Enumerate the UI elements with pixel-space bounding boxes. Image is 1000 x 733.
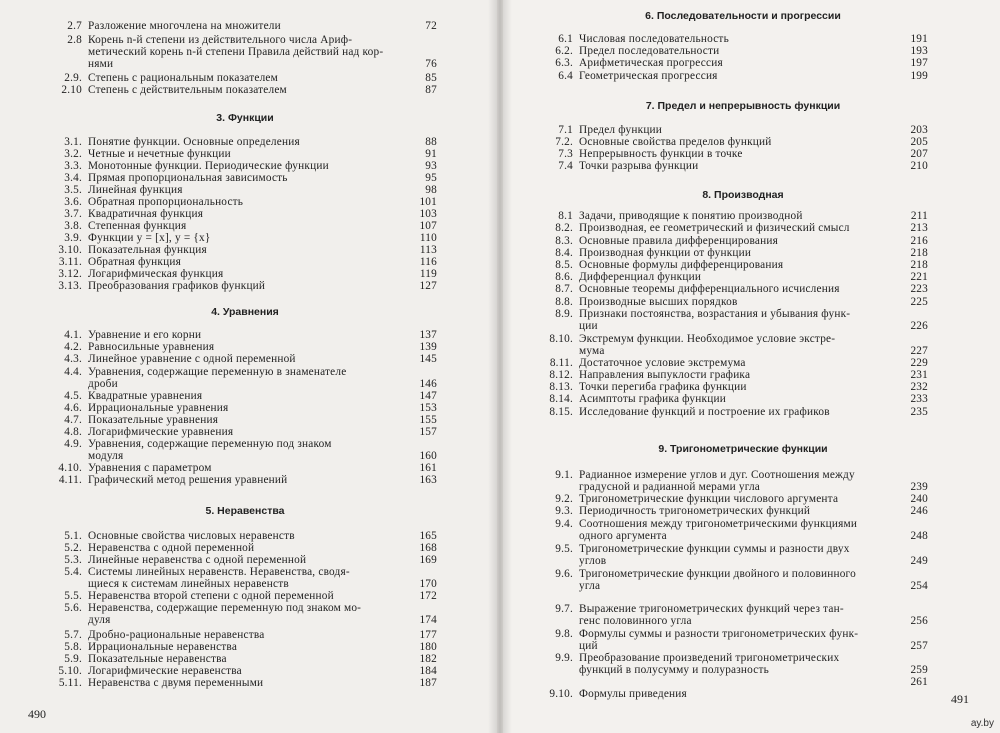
toc-entry-page: 107 xyxy=(419,220,437,232)
toc-entry-number: 6.3. xyxy=(555,57,573,69)
toc-entry-number: 9.7. xyxy=(555,603,573,615)
toc-entry-title: Функции y = [x], y = {x} xyxy=(88,232,211,244)
toc-entry-page: 227 xyxy=(910,345,928,357)
toc-entry-number: 7.3 xyxy=(558,148,573,160)
toc-entry-number: 8.14. xyxy=(549,393,573,405)
toc-entry-title: Формулы суммы и разности тригонометрических функ- xyxy=(579,628,859,640)
toc-entry-page: 72 xyxy=(425,20,437,32)
toc-entry-number: 4.5. xyxy=(64,390,82,402)
toc-entry-page: 225 xyxy=(910,296,928,308)
toc-entry-page: 218 xyxy=(910,247,928,259)
toc-entry-number: 8.6. xyxy=(555,271,573,283)
toc-entry-title: дуля xyxy=(88,614,111,626)
toc-entry-number: 4.7. xyxy=(64,414,82,426)
section-heading: 3. Функции xyxy=(216,112,274,124)
toc-entry-title: Основные формулы дифференцирования xyxy=(579,259,784,271)
toc-entry-title: Тригонометрические функции двойного и половинного xyxy=(579,568,856,580)
toc-entry-number: 8.8. xyxy=(555,296,573,308)
toc-entry-title: Основные правила дифференцирования xyxy=(579,235,779,247)
toc-entry-title: градусной и радианной мерами угла xyxy=(579,481,761,493)
toc-entry-page: 137 xyxy=(419,329,437,341)
toc-entry-title: Обратная функция xyxy=(88,256,182,268)
toc-entry-number: 3.4. xyxy=(64,172,82,184)
toc-entry-number: 4.9. xyxy=(64,438,82,450)
toc-entry-page: 87 xyxy=(425,84,437,96)
toc-entry-number: 8.3. xyxy=(555,235,573,247)
toc-entry-number: 7.4 xyxy=(558,160,573,172)
toc-entry-page: 145 xyxy=(419,353,437,365)
toc-entry-page: 93 xyxy=(425,160,437,172)
toc-entry-page: 231 xyxy=(910,369,928,381)
toc-entry-title: функций в полусумму и полуразность xyxy=(579,664,770,676)
toc-entry-title: Непрерывность функции в точке xyxy=(579,148,743,160)
toc-entry-page: 184 xyxy=(419,665,437,677)
toc-entry-number: 5.3. xyxy=(64,554,82,566)
toc-entry-title: нями xyxy=(88,58,114,70)
toc-entry-page: 95 xyxy=(425,172,437,184)
toc-entry-title: Линейная функция xyxy=(88,184,183,196)
toc-entry-number: 9.6. xyxy=(555,568,573,580)
toc-entry-title: Четные и нечетные функции xyxy=(88,148,231,160)
toc-entry-page: 257 xyxy=(910,640,928,652)
toc-entry-title: ций xyxy=(579,640,598,652)
toc-entry-number: 3.5. xyxy=(64,184,82,196)
toc-entry-page: 88 xyxy=(425,136,437,148)
toc-entry-title: Дробно-рациональные неравенства xyxy=(88,629,265,641)
toc-entry-title: метический корень n-й степени Правила действий над кор- xyxy=(88,46,384,58)
toc-entry-number: 9.8. xyxy=(555,628,573,640)
toc-entry-title: Преобразования графиков функций xyxy=(88,280,266,292)
watermark: ay.by xyxy=(970,718,994,729)
section-heading: 4. Уравнения xyxy=(211,306,279,318)
toc-entry-title: Дифференциал функции xyxy=(579,271,702,283)
toc-entry-page: 199 xyxy=(910,70,928,82)
toc-entry-title: Формулы приведения xyxy=(579,688,687,700)
toc-entry-title: Линейные неравенства с одной переменной xyxy=(88,554,307,566)
toc-entry-page: 165 xyxy=(419,530,437,542)
toc-entry-title: мума xyxy=(579,345,605,357)
toc-entry-number: 5.9. xyxy=(64,653,82,665)
toc-entry-page: 127 xyxy=(419,280,437,292)
toc-entry-number: 4.10. xyxy=(58,462,82,474)
section-heading: 6. Последовательности и прогрессии xyxy=(645,10,841,22)
toc-entry-number: 8.9. xyxy=(555,308,573,320)
toc-entry-number: 3.8. xyxy=(64,220,82,232)
toc-entry-title: Графический метод решения уравнений xyxy=(88,474,288,486)
toc-entry-number: 3.12. xyxy=(58,268,82,280)
toc-entry-number: 8.4. xyxy=(555,247,573,259)
toc-entry-title: Периодичность тригонометрических функций xyxy=(579,505,811,517)
toc-entry-number: 5.8. xyxy=(64,641,82,653)
toc-entry-title: Иррациональные уравнения xyxy=(88,402,229,414)
toc-entry-title: Радианное измерение углов и дуг. Соотношения между xyxy=(579,469,855,481)
toc-entry-number: 8.5. xyxy=(555,259,573,271)
toc-entry-title: Геометрическая прогрессия xyxy=(579,70,718,82)
book-gutter xyxy=(488,0,512,733)
toc-entry-title: дроби xyxy=(88,378,118,390)
toc-entry-page: 256 xyxy=(910,615,928,627)
toc-entry-title: Основные свойства числовых неравенств xyxy=(88,530,295,542)
toc-entry-number: 4.6. xyxy=(64,402,82,414)
toc-entry-number: 3.7. xyxy=(64,208,82,220)
toc-entry-page: 259 xyxy=(910,664,928,676)
toc-entry-page: 161 xyxy=(419,462,437,474)
right-folio: 491 xyxy=(951,692,969,706)
toc-entry-page: 163 xyxy=(419,474,437,486)
toc-entry-title: Иррациональные неравенства xyxy=(88,641,238,653)
toc-entry-number: 2.7 xyxy=(67,20,82,32)
toc-entry-title: Основные свойства пределов функций xyxy=(579,136,772,148)
toc-entry-page: 76 xyxy=(425,58,437,70)
toc-entry-page: 218 xyxy=(910,259,928,271)
toc-entry-title: Производная, ее геометрический и физический смысл xyxy=(579,222,850,234)
toc-entry-title: угла xyxy=(579,580,601,592)
toc-entry-number: 6.1 xyxy=(558,33,573,45)
toc-entry-page: 248 xyxy=(910,530,928,542)
toc-entry-page: 119 xyxy=(419,268,437,280)
toc-entry-number: 7.1 xyxy=(558,124,573,136)
toc-entry-title: Тригонометрические функции числового аргумента xyxy=(579,493,839,505)
toc-entry-number: 3.13. xyxy=(58,280,82,292)
toc-entry-title: Производные высших порядков xyxy=(579,296,738,308)
toc-entry-title: Достаточное условие экстремума xyxy=(579,357,746,369)
toc-entry-number: 8.2. xyxy=(555,222,573,234)
toc-entry-number: 4.11. xyxy=(58,474,82,486)
toc-entry-page: 216 xyxy=(910,235,928,247)
toc-entry-page: 146 xyxy=(419,378,437,390)
toc-entry-page: 205 xyxy=(910,136,928,148)
toc-entry-number: 9.3. xyxy=(555,505,573,517)
toc-entry-page: 254 xyxy=(910,580,928,592)
toc-entry-page: 157 xyxy=(419,426,437,438)
toc-entry-number: 5.7. xyxy=(64,629,82,641)
toc-entry-page: 246 xyxy=(910,505,928,517)
toc-entry-number: 8.11. xyxy=(549,357,573,369)
toc-entry-page: 153 xyxy=(419,402,437,414)
toc-entry-title: Неравенства, содержащие переменную под знаком мо- xyxy=(88,602,362,614)
toc-entry-page: 249 xyxy=(910,555,928,567)
toc-entry-title: щиеся к системам линейных неравенств xyxy=(88,578,289,590)
toc-entry-page: 103 xyxy=(419,208,437,220)
toc-entry-title: Разложение многочлена на множители xyxy=(88,20,281,32)
toc-entry-number: 3.10. xyxy=(58,244,82,256)
toc-entry-number: 5.1. xyxy=(64,530,82,542)
toc-entry-title: Обратная пропорциональность xyxy=(88,196,244,208)
toc-entry-title: Уравнения, содержащие переменную в знаменателе xyxy=(88,366,347,378)
toc-entry-number: 9.9. xyxy=(555,652,573,664)
toc-entry-number: 5.5. xyxy=(64,590,82,602)
toc-entry-page: 85 xyxy=(425,72,437,84)
toc-entry-page: 211 xyxy=(910,210,928,222)
toc-entry-page: 240 xyxy=(910,493,928,505)
toc-entry-title: Уравнения, содержащие переменную под знаком xyxy=(88,438,332,450)
toc-entry-page: 177 xyxy=(419,629,437,641)
toc-entry-number: 8.10. xyxy=(549,333,573,345)
toc-entry-page: 223 xyxy=(910,283,928,295)
toc-entry-title: Системы линейных неравенств. Неравенства, сводя- xyxy=(88,566,350,578)
toc-entry-page: 160 xyxy=(419,450,437,462)
toc-entry-title: Монотонные функции. Периодические функции xyxy=(88,160,329,172)
toc-entry-title: Степенная функция xyxy=(88,220,187,232)
toc-entry-number: 5.2. xyxy=(64,542,82,554)
toc-entry-title: Понятие функции. Основные определения xyxy=(88,136,300,148)
toc-entry-page: 235 xyxy=(910,406,928,418)
toc-entry-number: 3.2. xyxy=(64,148,82,160)
toc-entry-number: 5.11. xyxy=(58,677,82,689)
toc-entry-title: Числовая последовательность xyxy=(579,33,729,45)
toc-entry-number: 2.9. xyxy=(64,72,82,84)
toc-entry-page: 98 xyxy=(425,184,437,196)
toc-entry-title: Точки разрыва функции xyxy=(579,160,699,172)
toc-entry-number: 4.2. xyxy=(64,341,82,353)
toc-entry-title: Точки перегиба графика функции xyxy=(579,381,747,393)
toc-entry-number: 3.9. xyxy=(64,232,82,244)
toc-entry-number: 2.8 xyxy=(67,34,82,46)
toc-entry-title: Корень n-й степени из действительного числа Ариф- xyxy=(88,34,353,46)
toc-entry-number: 7.2. xyxy=(555,136,573,148)
toc-entry-page: 91 xyxy=(425,148,437,160)
toc-entry-page: 207 xyxy=(910,148,928,160)
toc-entry-page: 155 xyxy=(419,414,437,426)
toc-entry-page: 172 xyxy=(419,590,437,602)
toc-entry-title: Соотношения между тригонометрическими функциями xyxy=(579,518,858,530)
toc-entry-page: 191 xyxy=(910,33,928,45)
toc-entry-page: 232 xyxy=(910,381,928,393)
toc-entry-number: 8.7. xyxy=(555,283,573,295)
toc-entry-title: Предел функции xyxy=(579,124,663,136)
toc-entry-number: 8.13. xyxy=(549,381,573,393)
toc-entry-page: 233 xyxy=(910,393,928,405)
toc-entry-number: 3.6. xyxy=(64,196,82,208)
toc-entry-title: углов xyxy=(579,555,607,567)
section-heading: 8. Производная xyxy=(702,189,784,201)
toc-entry-page: 110 xyxy=(419,232,437,244)
toc-entry-title: Экстремум функции. Необходимое условие экстре- xyxy=(579,333,836,345)
toc-entry-title: Асимптоты графика функции xyxy=(579,393,726,405)
left-page xyxy=(0,0,497,733)
toc-entry-number: 3.11. xyxy=(58,256,82,268)
toc-entry-title: Квадратные уравнения xyxy=(88,390,203,402)
toc-entry-number: 8.15. xyxy=(549,406,573,418)
toc-entry-page: 210 xyxy=(910,160,928,172)
toc-entry-number: 4.3. xyxy=(64,353,82,365)
toc-entry-title: Основные теоремы дифференциального исчисления xyxy=(579,283,840,295)
toc-entry-number: 3.3. xyxy=(64,160,82,172)
toc-entry-title: Предел последовательности xyxy=(579,45,720,57)
toc-entry-title: одного аргумента xyxy=(579,530,667,542)
toc-entry-number: 2.10 xyxy=(61,84,82,96)
toc-entry-page: 116 xyxy=(419,256,437,268)
toc-entry-page: 182 xyxy=(419,653,437,665)
toc-entry-number: 4.1. xyxy=(64,329,82,341)
toc-entry-title: Задачи, приводящие к понятию производной xyxy=(579,210,803,222)
toc-entry-title: Признаки постоянства, возрастания и убывания функ- xyxy=(579,308,851,320)
toc-entry-page: 261 xyxy=(910,676,928,688)
toc-entry-title: Арифметическая прогрессия xyxy=(579,57,723,69)
toc-entry-title: Степень с действительным показателем xyxy=(88,84,287,96)
toc-entry-number: 9.2. xyxy=(555,493,573,505)
toc-entry-title: Квадратичная функция xyxy=(88,208,204,220)
toc-entry-title: Логарифмические неравенства xyxy=(88,665,242,677)
toc-entry-number: 9.10. xyxy=(549,688,573,700)
toc-entry-title: Показательные неравенства xyxy=(88,653,227,665)
toc-entry-page: 221 xyxy=(910,271,928,283)
toc-entry-title: Выражение тригонометрических функций через тан- xyxy=(579,603,844,615)
left-folio: 490 xyxy=(28,707,46,721)
toc-entry-title: Преобразование произведений тригонометрических xyxy=(579,652,840,664)
toc-entry-page: 197 xyxy=(910,57,928,69)
section-heading: 5. Неравенства xyxy=(205,505,285,517)
toc-entry-number: 6.4 xyxy=(558,70,573,82)
toc-entry-number: 8.12. xyxy=(549,369,573,381)
toc-entry-page: 170 xyxy=(419,578,437,590)
toc-entry-title: Равносильные уравнения xyxy=(88,341,215,353)
toc-entry-page: 168 xyxy=(419,542,437,554)
right-page xyxy=(503,0,1000,733)
toc-entry-title: Степень с рациональным показателем xyxy=(88,72,278,84)
toc-entry-page: 187 xyxy=(419,677,437,689)
toc-entry-page: 239 xyxy=(910,481,928,493)
toc-entry-title: Показательная функция xyxy=(88,244,207,256)
toc-entry-number: 5.10. xyxy=(58,665,82,677)
toc-entry-title: Уравнение и его корни xyxy=(88,329,202,341)
toc-entry-title: Направления выпуклости графика xyxy=(579,369,751,381)
toc-entry-title: Логарифмическая функция xyxy=(88,268,224,280)
toc-entry-title: Неравенства с одной переменной xyxy=(88,542,255,554)
toc-entry-title: генс половинного угла xyxy=(579,615,692,627)
toc-entry-page: 169 xyxy=(419,554,437,566)
toc-entry-page: 180 xyxy=(419,641,437,653)
toc-entry-number: 3.1. xyxy=(64,136,82,148)
toc-entry-page: 203 xyxy=(910,124,928,136)
section-heading: 7. Предел и непрерывность функции xyxy=(645,100,841,112)
toc-entry-title: Неравенства второй степени с одной переменной xyxy=(88,590,334,602)
toc-entry-title: Прямая пропорциональная зависимость xyxy=(88,172,288,184)
toc-entry-title: Логарифмические уравнения xyxy=(88,426,234,438)
toc-entry-page: 213 xyxy=(910,222,928,234)
toc-entry-page: 139 xyxy=(419,341,437,353)
toc-entry-number: 8.1 xyxy=(558,210,573,222)
toc-entry-page: 113 xyxy=(419,244,437,256)
toc-entry-title: модуля xyxy=(88,450,124,462)
toc-entry-number: 4.8. xyxy=(64,426,82,438)
toc-entry-number: 9.5. xyxy=(555,543,573,555)
toc-entry-page: 229 xyxy=(910,357,928,369)
toc-entry-title: Линейное уравнение с одной переменной xyxy=(88,353,296,365)
toc-entry-number: 4.4. xyxy=(64,366,82,378)
toc-entry-title: Уравнения с параметром xyxy=(88,462,212,474)
toc-entry-page: 193 xyxy=(910,45,928,57)
toc-entry-number: 6.2. xyxy=(555,45,573,57)
toc-entry-page: 101 xyxy=(419,196,437,208)
toc-entry-title: Показательные уравнения xyxy=(88,414,219,426)
toc-entry-page: 147 xyxy=(419,390,437,402)
toc-entry-number: 5.4. xyxy=(64,566,82,578)
toc-entry-number: 9.4. xyxy=(555,518,573,530)
toc-entry-page: 226 xyxy=(910,320,928,332)
toc-entry-title: ции xyxy=(579,320,598,332)
section-heading: 9. Тригонометрические функции xyxy=(658,443,828,455)
toc-entry-title: Производная функции от функции xyxy=(579,247,752,259)
toc-entry-number: 9.1. xyxy=(555,469,573,481)
toc-entry-number: 5.6. xyxy=(64,602,82,614)
toc-entry-title: Неравенства с двумя переменными xyxy=(88,677,264,689)
toc-entry-title: Исследование функций и построение их графиков xyxy=(579,406,830,418)
toc-entry-title: Тригонометрические функции суммы и разности двух xyxy=(579,543,850,555)
toc-entry-page: 174 xyxy=(419,614,437,626)
